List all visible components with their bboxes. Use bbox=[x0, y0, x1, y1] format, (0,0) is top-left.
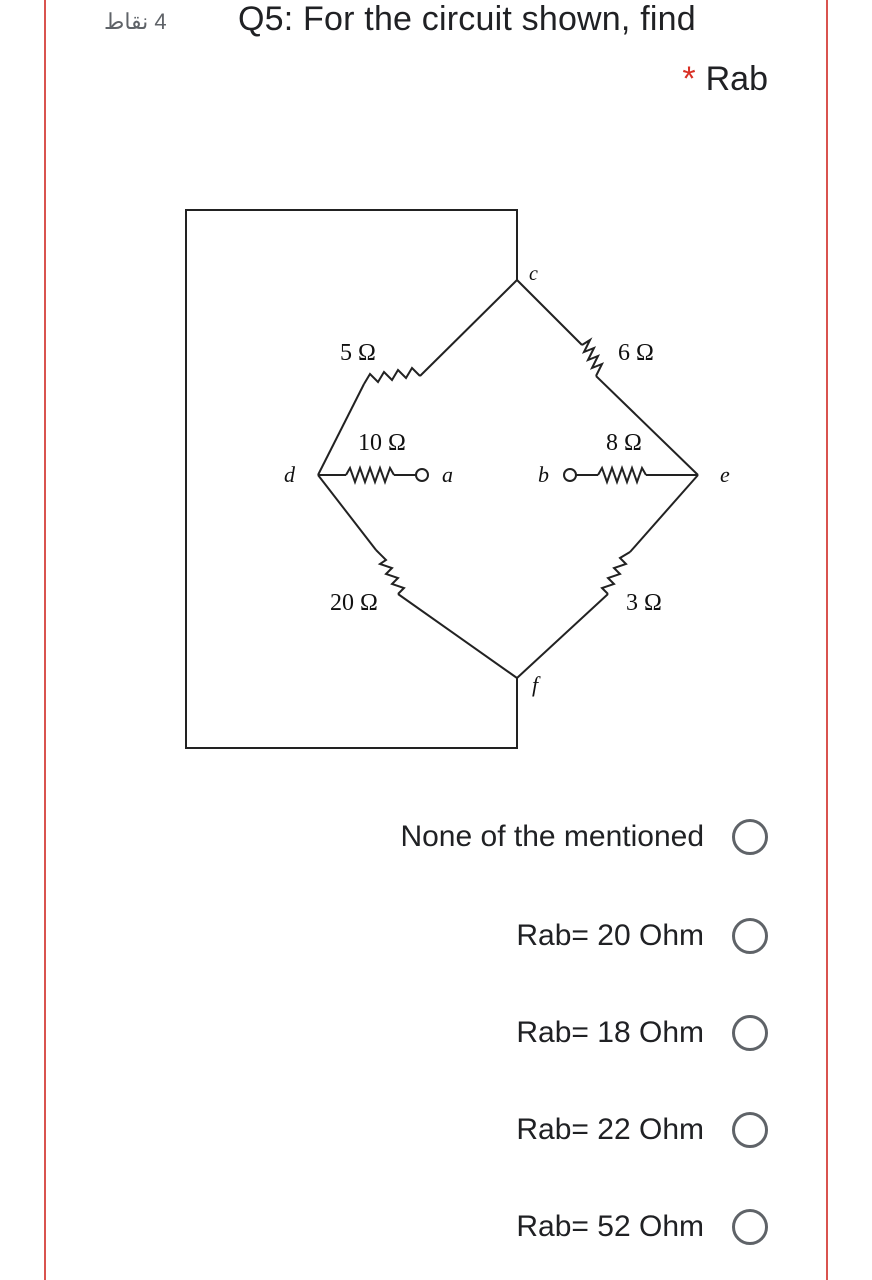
radio-button[interactable] bbox=[732, 1015, 768, 1051]
radio-button[interactable] bbox=[732, 1209, 768, 1245]
radio-button[interactable] bbox=[732, 918, 768, 954]
option-rab-52[interactable] bbox=[516, 1209, 768, 1245]
node-label-a: a bbox=[442, 462, 453, 487]
label-6-ohm: 6 Ω bbox=[618, 340, 654, 366]
node-label-b: b bbox=[538, 462, 549, 487]
option-rab-18[interactable] bbox=[516, 1015, 768, 1051]
node-label-f: f bbox=[532, 672, 539, 697]
required-asterisk: * bbox=[682, 60, 696, 98]
option-label: Rab= 52 Ohm bbox=[516, 1210, 704, 1243]
node-label-c: c bbox=[529, 263, 538, 285]
node-label-e: e bbox=[720, 462, 730, 487]
option-none-of-the-mentioned[interactable] bbox=[400, 819, 768, 855]
subtitle-text: Rab bbox=[705, 60, 768, 98]
points-label: 4 نقاط bbox=[104, 9, 167, 34]
radio-button[interactable] bbox=[732, 819, 768, 855]
option-rab-22[interactable] bbox=[516, 1112, 768, 1148]
node-label-d: d bbox=[284, 462, 295, 487]
option-label: Rab= 20 Ohm bbox=[516, 919, 704, 952]
option-rab-20[interactable] bbox=[516, 918, 768, 954]
label-8-ohm: 8 Ω bbox=[606, 430, 642, 456]
question-title: Q5: For the circuit shown, find bbox=[238, 0, 696, 38]
label-20-ohm: 20 Ω bbox=[330, 590, 378, 616]
option-label: Rab= 22 Ohm bbox=[516, 1113, 704, 1146]
label-3-ohm: 3 Ω bbox=[626, 590, 662, 616]
option-label: Rab= 18 Ohm bbox=[516, 1016, 704, 1049]
label-10-ohm: 10 Ω bbox=[358, 430, 406, 456]
option-label: None of the mentioned bbox=[400, 820, 704, 853]
label-5-ohm: 5 Ω bbox=[340, 340, 376, 366]
radio-button[interactable] bbox=[732, 1112, 768, 1148]
